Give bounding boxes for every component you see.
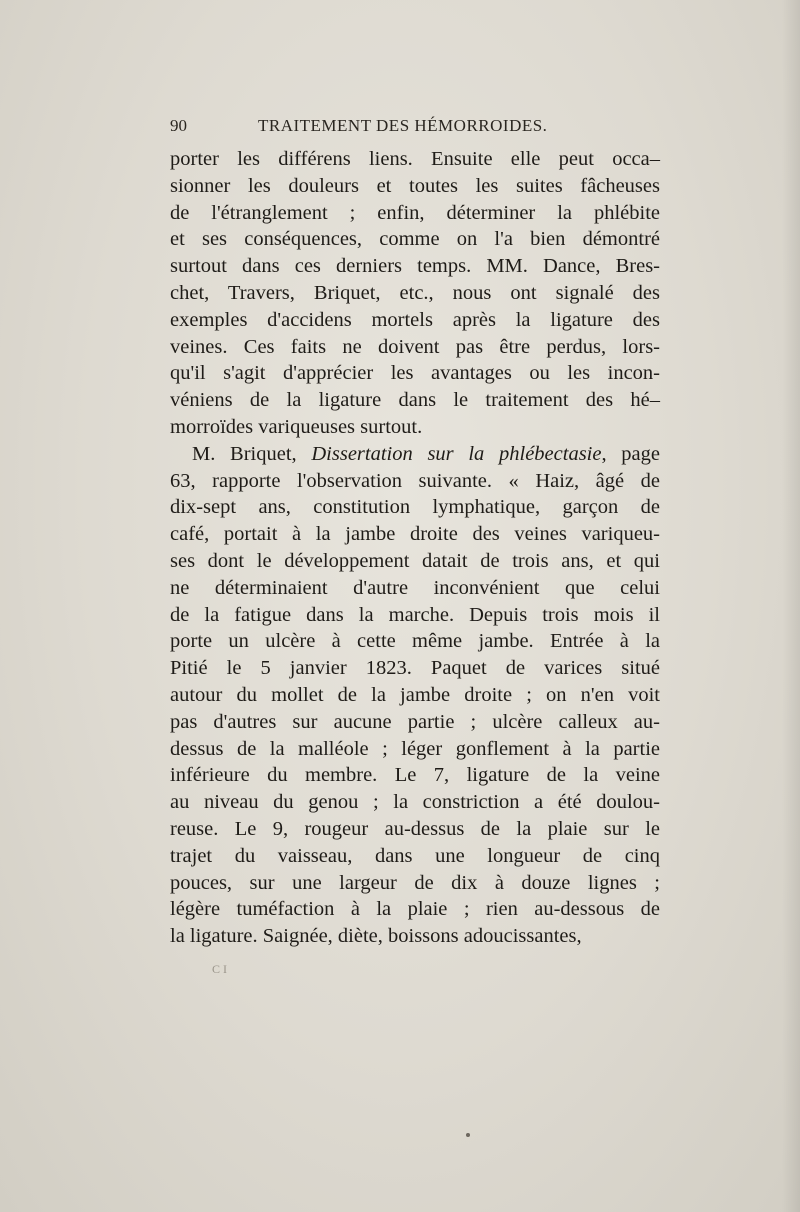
running-title: TRAITEMENT DES HÉMORROIDES. — [258, 116, 548, 135]
page-number: 90 — [170, 116, 187, 135]
text-line: 63, rapporte l'observation suivante. « Haiz, âgé de — [170, 469, 660, 492]
text-line: veines. Ces faits ne doivent pas être perdus, lors- — [170, 335, 660, 358]
text-line: sionner les douleurs et toutes les suites fâcheuses — [170, 174, 660, 197]
text-line: pouces, sur une largeur de dix à douze lignes ; — [170, 871, 660, 894]
page-header — [170, 112, 670, 142]
text-line: morroïdes variqueuses surtout. — [170, 415, 423, 438]
citation-title: Dissertation sur la phlébectasie — [311, 442, 602, 465]
text-line: autour du mollet de la jambe droite ; on n'en voit — [170, 683, 660, 706]
text-line — [170, 441, 660, 468]
text-line: ne déterminaient d'autre inconvénient que celui — [170, 576, 660, 599]
page-edge-shadow — [782, 0, 800, 1212]
text-line: chet, Travers, Briquet, etc., nous ont signalé des — [170, 281, 660, 304]
body-text — [170, 146, 660, 950]
text-line: exemples d'accidens mortels après la ligature des — [170, 308, 660, 331]
text-line: surtout dans ces derniers temps. MM. Dance, Bres- — [170, 255, 660, 278]
text-line: inférieure du membre. Le 7, ligature de la veine — [170, 764, 660, 787]
text-line: légère tuméfaction à la plaie ; rien au-dessous de — [170, 898, 660, 921]
text-line: Pitié le 5 janvier 1823. Paquet de varices situé — [170, 657, 660, 680]
text-line: de l'étranglement ; enfin, déterminer la phlébite — [170, 201, 660, 224]
text-line: au niveau du genou ; la constriction a été doulou- — [170, 791, 660, 814]
paragraph-1 — [170, 146, 660, 441]
text-line: et ses conséquences, comme on l'a bien démontré — [170, 228, 660, 251]
citation-author: M. Briquet, — [192, 442, 312, 465]
text-line: qu'il s'agit d'apprécier les avantages ou les incon- — [170, 362, 660, 385]
text-line: reuse. Le 9, rougeur au-dessus de la plaie sur le — [170, 817, 660, 840]
paragraph-2 — [170, 441, 660, 950]
signature-mark: C I — [212, 962, 227, 976]
text-line: dessus de la malléole ; léger gonflement à la partie — [170, 737, 660, 760]
citation-page-label: , page — [601, 442, 660, 465]
text-line: véniens de la ligature dans le traitement des hé– — [170, 389, 660, 412]
text-line: porter les différens liens. Ensuite elle peut occa– — [170, 148, 660, 170]
text-line: porte un ulcère à cette même jambe. Entrée à la — [170, 630, 660, 653]
paper-speck — [466, 1133, 470, 1137]
text-line: de la fatigue dans la marche. Depuis trois mois il — [170, 603, 660, 626]
text-line: pas d'autres sur aucune partie ; ulcère calleux au- — [170, 710, 660, 733]
text-line: ses dont le développement datait de trois ans, et qui — [170, 549, 660, 572]
text-line: café, portait à la jambe droite des veines variqueu- — [170, 523, 660, 546]
text-line: trajet du vaisseau, dans une longueur de cinq — [170, 844, 660, 867]
text-line: dix-sept ans, constitution lymphatique, garçon de — [170, 496, 660, 519]
text-line: la ligature. Saignée, diète, boissons adoucissantes, — [170, 925, 582, 948]
